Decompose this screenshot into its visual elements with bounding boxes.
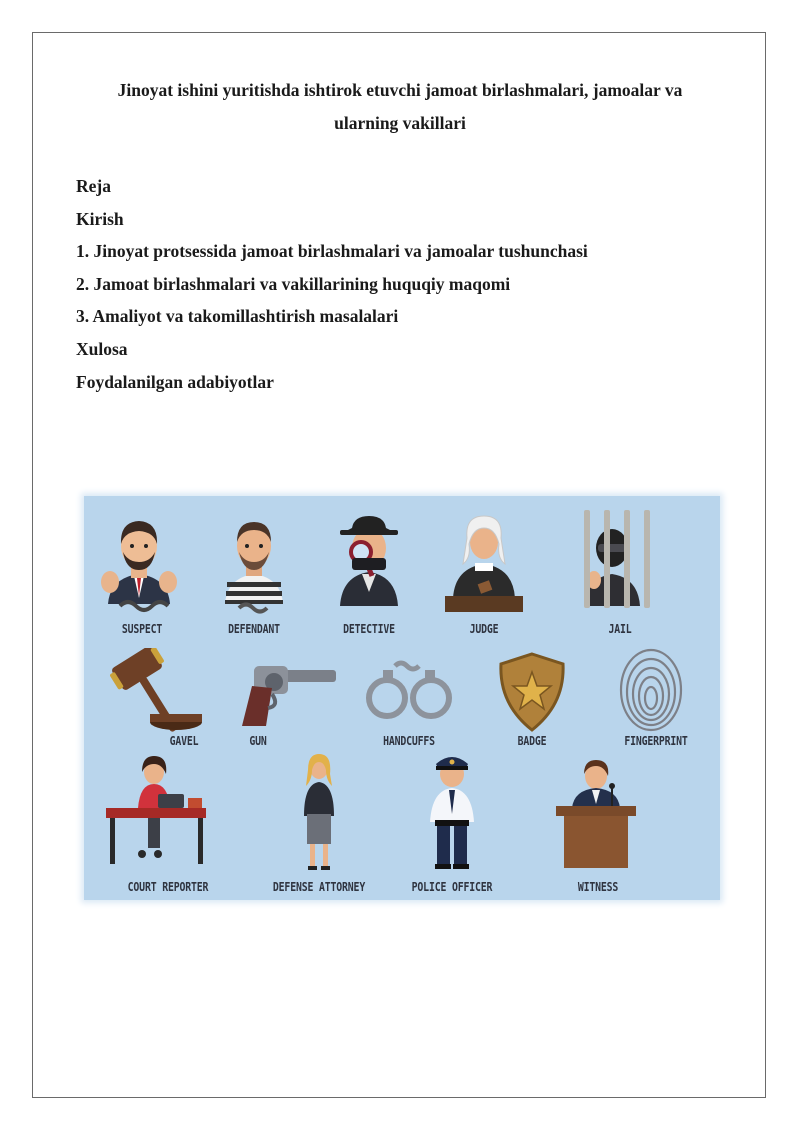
toc-item-3: 3. Amaliyot va takomillashtirish masalalari	[76, 306, 399, 327]
caption-judge: JUDGE	[469, 622, 499, 636]
defense-attorney-icon	[274, 754, 364, 872]
badge-icon	[477, 650, 587, 734]
caption-witness: WITNESS	[577, 880, 619, 894]
jail-icon	[554, 508, 664, 616]
handcuffs-icon	[359, 656, 459, 736]
tile-jail	[554, 508, 664, 616]
witness-icon	[550, 758, 646, 872]
tile-detective	[314, 508, 424, 616]
title-line-1: Jinoyat ishini yuritishda ishtirok etuvchi jamoat birlashmalari, jamoalar va	[117, 80, 683, 100]
title-line-2: ularning vakillari	[334, 113, 466, 133]
caption-gun: GUN	[249, 734, 267, 748]
tile-defense-attorney	[274, 754, 364, 872]
tile-handcuffs	[359, 656, 459, 736]
defendant-icon	[199, 508, 309, 616]
caption-defendant: DEFENDANT	[228, 622, 280, 636]
gun-icon	[224, 656, 344, 736]
tile-fingerprint	[596, 646, 706, 734]
police-officer-icon	[402, 754, 502, 872]
toc-item-references: Foydalanilgan adabiyotlar	[76, 371, 274, 392]
tile-court-reporter	[102, 754, 214, 872]
court-reporter-icon	[102, 754, 214, 872]
tile-witness	[550, 758, 646, 872]
tile-judge	[429, 508, 539, 616]
caption-badge: BADGE	[517, 734, 547, 748]
tile-badge	[477, 650, 587, 734]
fingerprint-icon	[596, 646, 706, 734]
caption-court-reporter: COURT REPORTER	[127, 880, 209, 894]
caption-fingerprint: FINGERPRINT	[624, 734, 688, 748]
toc-item-intro: Kirish	[76, 208, 124, 229]
toc-item-2: 2. Jamoat birlashmalari va vakillarining huquqiy maqomi	[76, 273, 511, 294]
caption-suspect: SUSPECT	[121, 622, 163, 636]
tile-defendant	[199, 508, 309, 616]
table-of-contents	[76, 170, 588, 398]
toc-heading: Reja	[76, 176, 111, 196]
tile-gavel	[84, 648, 209, 736]
detective-icon	[314, 508, 424, 616]
caption-jail: JAIL	[608, 622, 632, 636]
toc-item-conclusion: Xulosa	[76, 338, 128, 359]
caption-handcuffs: HANDCUFFS	[383, 734, 435, 748]
gavel-icon	[84, 648, 209, 736]
tile-gun	[224, 656, 344, 736]
suspect-icon	[84, 508, 194, 616]
toc-item-1: 1. Jinoyat protsessida jamoat birlashmalari va jamoalar tushunchasi	[76, 241, 588, 262]
judge-icon	[429, 508, 539, 616]
caption-gavel: GAVEL	[169, 734, 199, 748]
caption-detective: DETECTIVE	[343, 622, 395, 636]
legal-vocabulary-illustration	[84, 496, 720, 900]
tile-police-officer	[402, 754, 502, 872]
caption-police-officer: POLICE OFFICER	[411, 880, 493, 894]
caption-defense-attorney: DEFENSE ATTORNEY	[272, 880, 366, 894]
document-title	[80, 74, 720, 140]
tile-suspect	[84, 508, 194, 616]
